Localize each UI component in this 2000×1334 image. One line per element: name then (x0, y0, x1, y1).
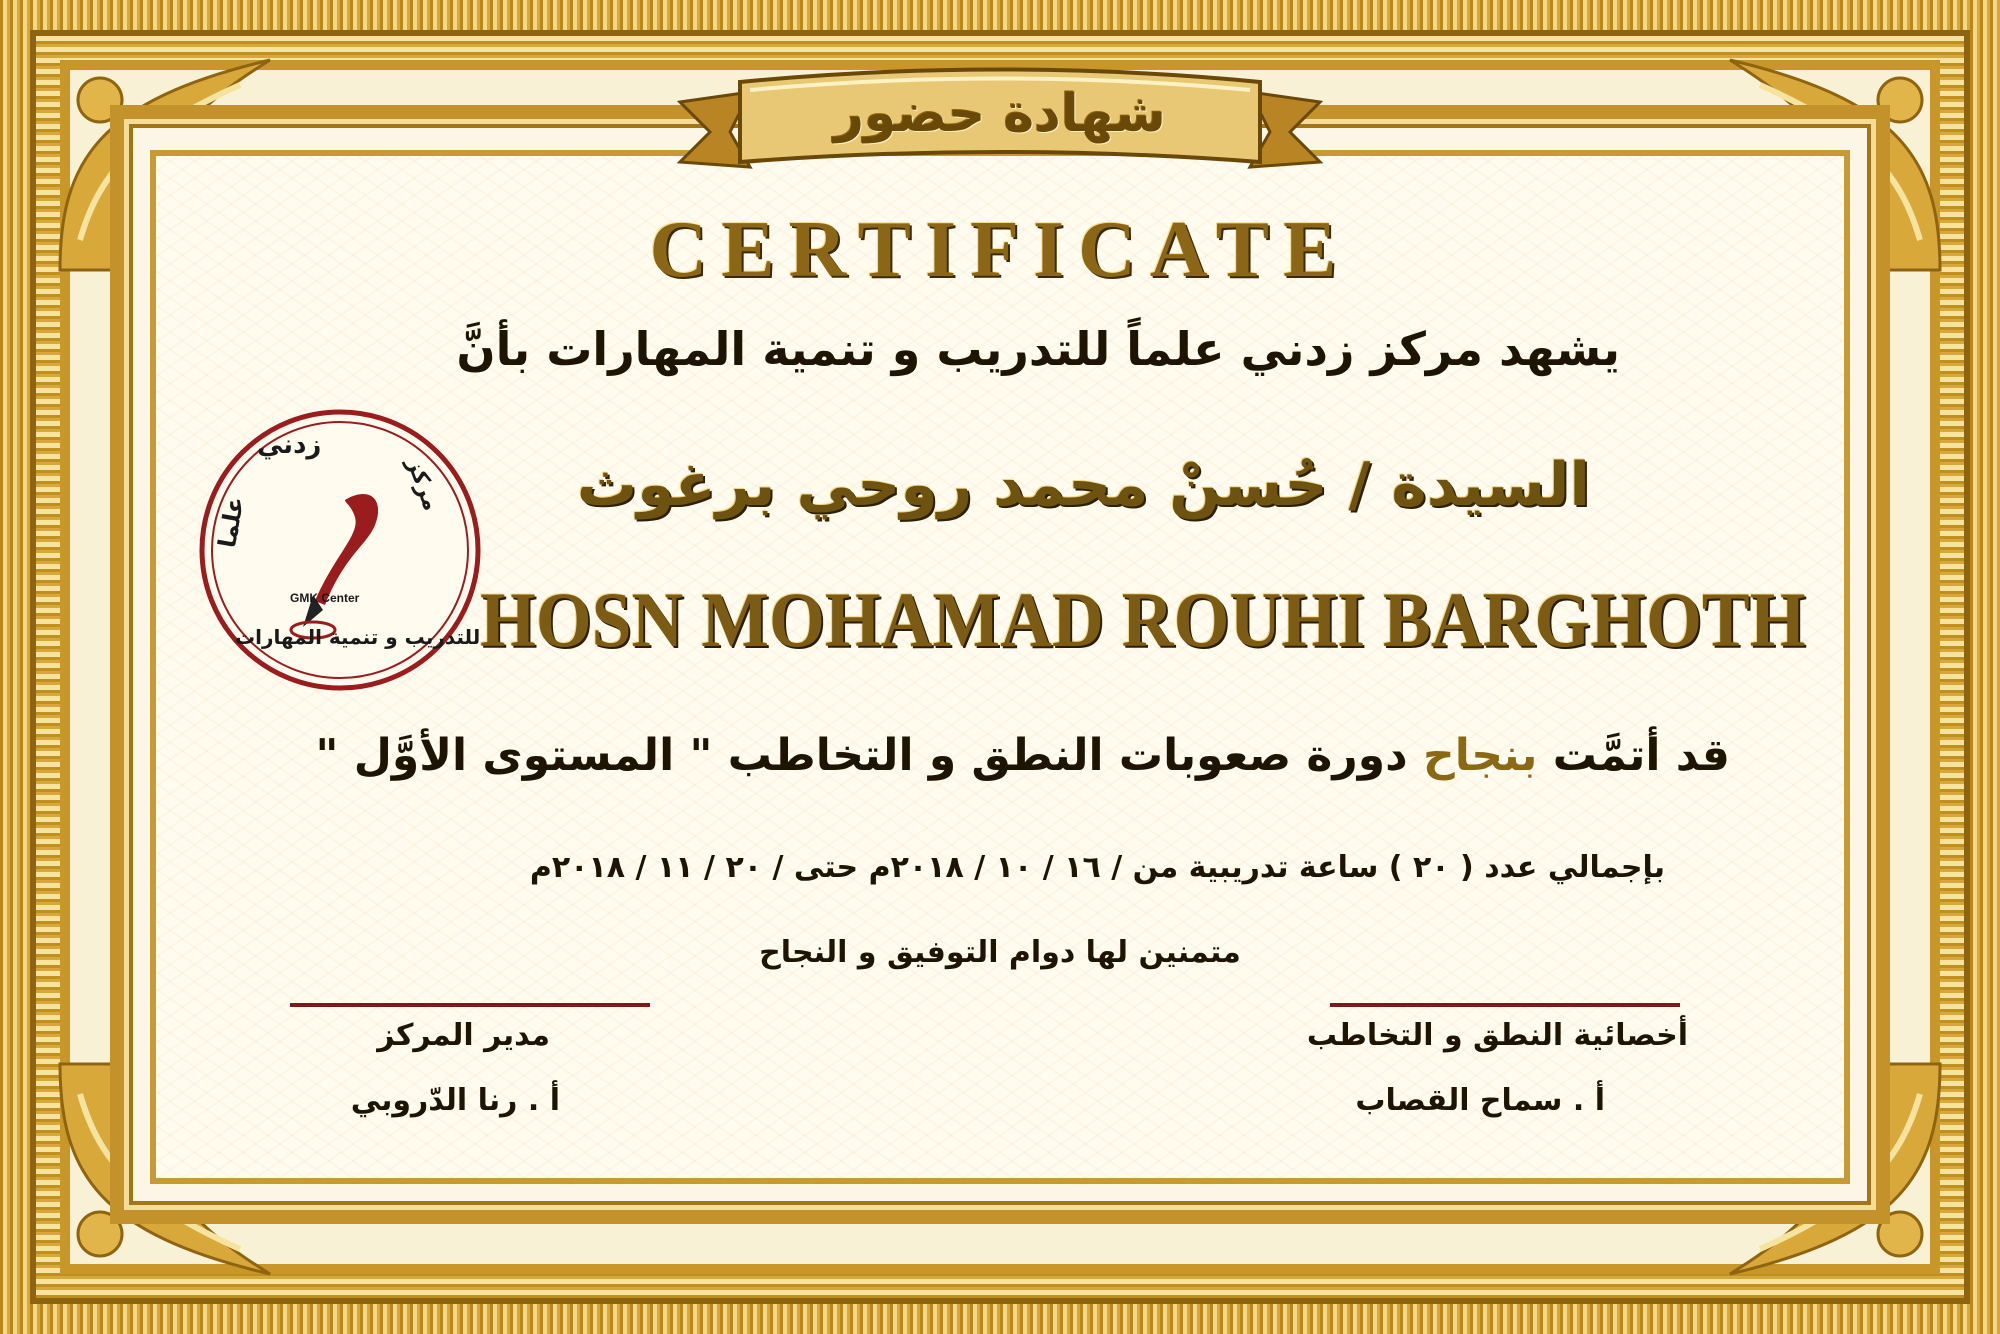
director-title: مدير المركز (377, 1018, 550, 1053)
signature-line-left (290, 1003, 650, 1007)
course-prefix: قد أتمَّت (1552, 730, 1730, 781)
intro-line: يشهد مركز زدني علماً للتدريب و تنمية المهارات بأنَّ (456, 322, 1620, 376)
wish-line: متمنين لها دوام التوفيق و النجاح (759, 935, 1241, 970)
logo-bottom-text: للتدريب و تنمية المهارات (235, 625, 481, 649)
course-rest: دورة صعوبات النطق و التخاطب " المستوى الأوَّل " (315, 730, 1408, 781)
logo-center-text: GMK Center (290, 591, 360, 605)
signature-line-right (1330, 1003, 1680, 1007)
director-name: أ . رنا الدّروبي (350, 1083, 560, 1118)
specialist-title: أخصائية النطق و التخاطب (1306, 1018, 1688, 1053)
course-highlight: بنجاح (1423, 730, 1538, 781)
recipient-name-english: HOSN MOHAMAD ROUHI BARGHOTH (480, 576, 1806, 663)
logo-top-text: زدني (257, 430, 322, 460)
center-logo (195, 405, 485, 695)
recipient-name-arabic: السيدة / حُسنْ محمد روحي برغوث (576, 450, 1590, 520)
logo-right-text: مركز (401, 455, 444, 515)
certificate-heading: CERTIFICATE (649, 206, 1351, 294)
logo-left-text: علما (213, 494, 250, 550)
course-line (315, 730, 1730, 781)
hours-line: بإجمالي عدد ( ٢٠ ) ساعة تدريبية من / ١٦ / ١٠ / ٢٠١٨م حتى / ٢٠ / ١١ / ٢٠١٨م (529, 850, 1665, 885)
title-ribbon (670, 62, 1330, 182)
logo-seal-icon (195, 405, 485, 695)
ribbon-title: شهادة حضور (834, 84, 1166, 144)
specialist-name: أ . سماح القصاب (1355, 1083, 1605, 1118)
